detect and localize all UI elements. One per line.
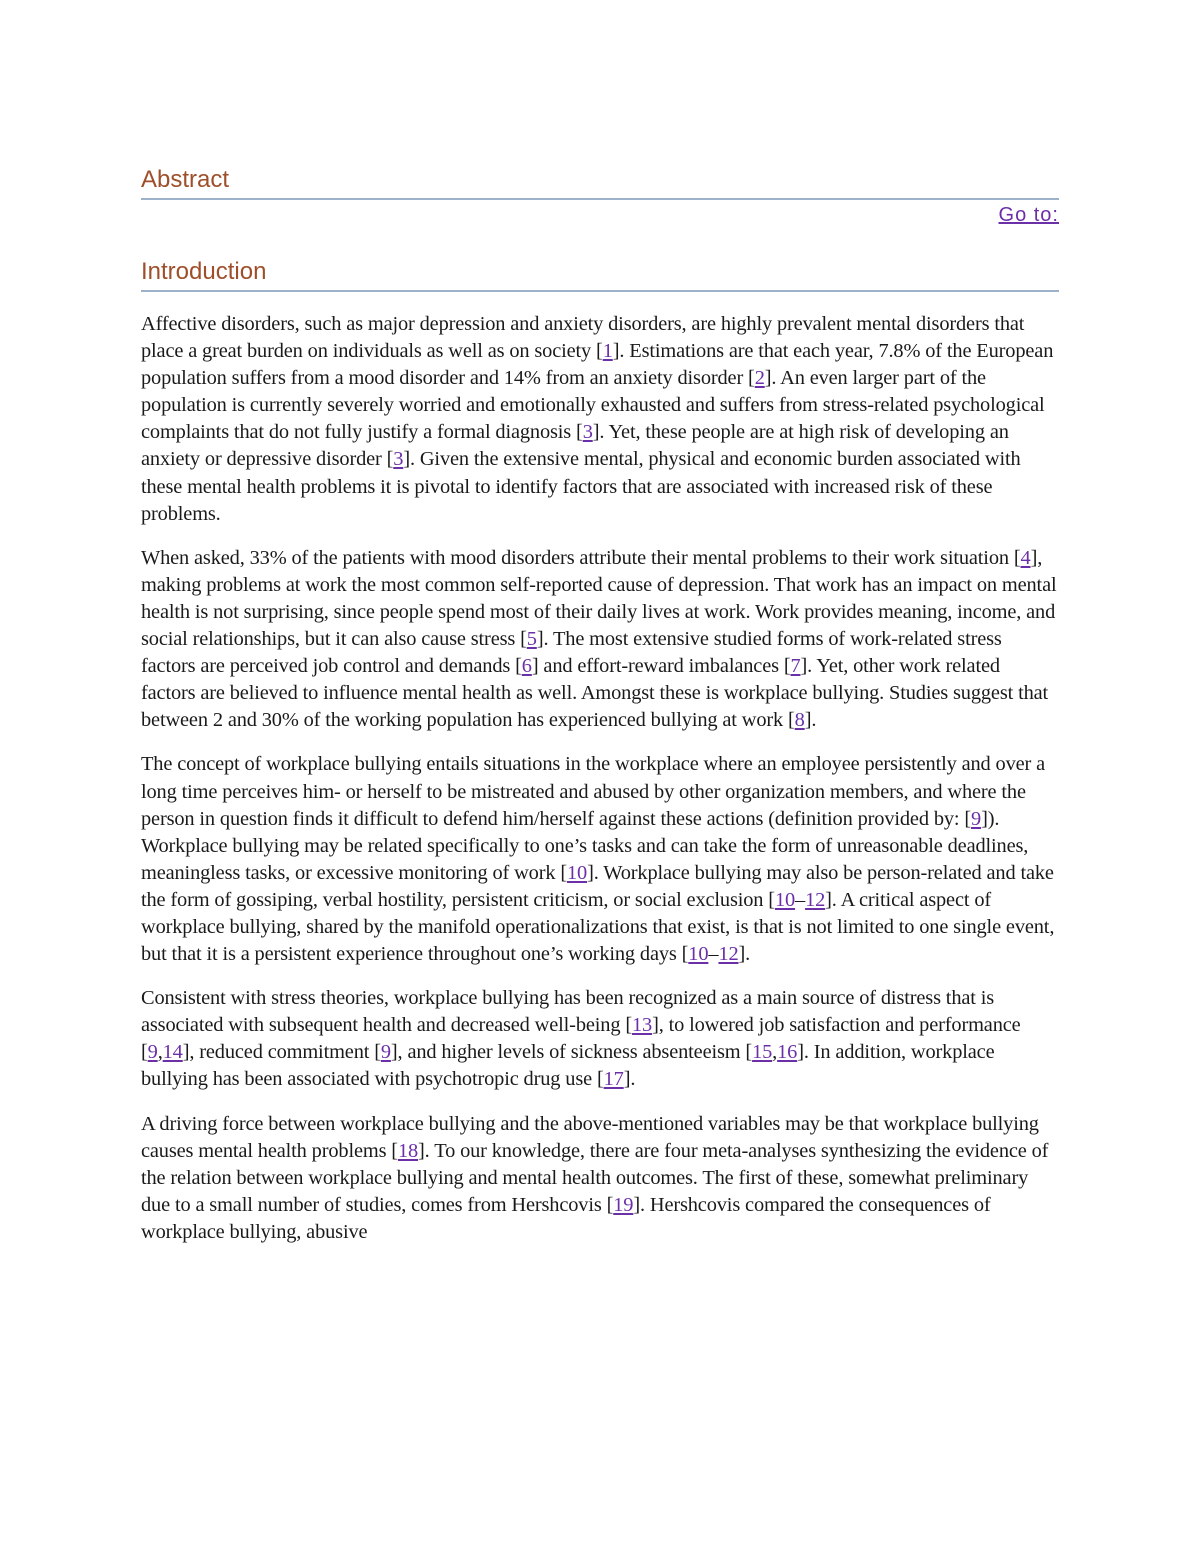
paragraph-text: ]. To our knowledge, there are four meta-analyses synthesizing the evidence of the relation between workplace bullying and mental health outcomes. The first of these, somewhat preliminary due to a small number of studies, comes from Hershcovis [ (141, 1139, 1049, 1216)
paragraph-text: – (795, 888, 806, 911)
reference-link[interactable]: 7 (790, 655, 801, 678)
article-content (141, 164, 1059, 1263)
paragraph-text: ]. Workplace bullying may also be person-related and take the form of gossiping, verbal hostility, persistent criticism, or social exclusion [ (141, 861, 1054, 911)
paragraph-text: The concept of workplace bullying entails situations in the workplace where an employee persistently and over a long time perceives him- or herself to be mistreated and abused by other organization members, and where the person in question finds it difficult to defend him/herself against these actions (definition provided by: [ (141, 753, 1046, 830)
paragraph-text: ]. In addition, workplace bullying has been associated with psychotropic drug use [ (141, 1041, 995, 1091)
paragraph-text: ]. Given the extensive mental, physical and economic burden associated with these mental health problems it is pivotal to identify factors that are associated with increased risk of these problems. (141, 448, 1021, 525)
abstract-heading: Abstract (141, 164, 1059, 200)
introduction-heading: Introduction (141, 256, 1059, 292)
reference-link[interactable]: 10 (566, 861, 588, 884)
paragraph-text: , (772, 1041, 778, 1064)
paragraph-text: ], reduced commitment [ (182, 1041, 381, 1064)
paragraph-text: ]. An even larger part of the population is currently severely worried and emotionally exhausted and suffers from stress-related psychological complaints that do not fully justify a formal diagnosis [ (141, 367, 1045, 444)
reference-link[interactable]: 1 (602, 340, 613, 363)
paragraph-text: ]. The most extensive studied forms of work-related stress factors are perceived job control and demands [ (141, 628, 1002, 678)
paragraph-text: – (708, 943, 719, 966)
goto-row (141, 200, 1059, 242)
paragraph-text: A driving force between workplace bullying and the above-mentioned variables may be that workplace bullying causes mental health problems [ (141, 1112, 1039, 1162)
reference-link[interactable]: 14 (162, 1041, 183, 1064)
reference-link[interactable]: 12 (718, 943, 739, 966)
reference-link[interactable]: 8 (794, 709, 805, 732)
paragraph-text: ]. (738, 943, 751, 966)
reference-link[interactable]: 10 (688, 943, 709, 966)
paragraph-text: Affective disorders, such as major depression and anxiety disorders, are highly prevalent mental disorders that place a great burden on individuals as well as on society [ (141, 313, 1025, 363)
paragraph-text: ]. (623, 1068, 636, 1091)
reference-link[interactable]: 13 (631, 1014, 653, 1037)
reference-link[interactable]: 19 (613, 1193, 634, 1216)
reference-link[interactable]: 9 (380, 1041, 391, 1064)
paragraph (141, 985, 1059, 1093)
paragraph-text: When asked, 33% of the patients with mood disorders attribute their mental problems to their work situation [ (141, 546, 1021, 569)
reference-link[interactable]: 3 (393, 448, 404, 471)
paragraph-text: ]. Yet, other work related factors are believed to influence mental health as well. Amongst these is workplace bullying. Studies suggest that between 2 and 30% of the working population has experienced bullying at work [ (141, 655, 1049, 732)
reference-link[interactable]: 2 (754, 367, 765, 390)
paragraph (141, 1111, 1059, 1246)
reference-link[interactable]: 5 (526, 628, 537, 651)
reference-link[interactable]: 9 (971, 807, 982, 830)
paragraph-text: ]. Hershcovis compared the consequences of workplace bullying, abusive (141, 1193, 991, 1243)
reference-link[interactable]: 10 (774, 888, 796, 911)
reference-link[interactable]: 12 (805, 888, 826, 911)
paragraph-text: ]. Yet, these people are at high risk of developing an anxiety or depressive disorder [ (141, 421, 1009, 471)
paragraph-text: ]. Estimations are that each year, 7.8% of the European population suffers from a mood disorder and 14% from an anxiety disorder [ (141, 340, 1054, 390)
reference-link[interactable]: 18 (397, 1139, 419, 1162)
paragraph-text: , (157, 1041, 163, 1064)
paragraph-text: ], and higher levels of sickness absenteeism [ (390, 1041, 753, 1064)
paragraph (141, 545, 1059, 735)
paragraph-text: ] and effort-reward imbalances [ (531, 655, 791, 678)
paragraph-text: ]. A critical aspect of workplace bullying, shared by the manifold operationalizations that exist, is that is not limited to one single event, but that it is a persistent experience throughout one’s working days [ (141, 888, 1055, 966)
reference-link[interactable]: 9 (147, 1041, 158, 1064)
paragraph-text: ], to lowered job satisfaction and performance [ (141, 1014, 1021, 1064)
paragraph (141, 751, 1059, 968)
paragraph-text: Consistent with stress theories, workplace bullying has been recognized as a main source of distress that is associated with subsequent health and decreased well-being [ (141, 987, 995, 1037)
paragraph-text: ]. (804, 709, 817, 732)
reference-link[interactable]: 16 (777, 1041, 798, 1064)
introduction-body (141, 311, 1059, 1246)
goto-link[interactable]: Go to: (998, 204, 1059, 226)
reference-link[interactable]: 4 (1020, 546, 1031, 569)
reference-link[interactable]: 6 (521, 655, 532, 678)
paragraph-text: ], making problems at work the most common self-reported cause of depression. That work has an impact on mental health is not surprising, since people spend most of their daily lives at work. Work provides meaning, income, and social relationships, but it can also cause stress [ (141, 546, 1057, 651)
reference-link[interactable]: 15 (752, 1041, 773, 1064)
reference-link[interactable]: 17 (603, 1068, 624, 1091)
paragraph-text: ]). Workplace bullying may be related specifically to one’s tasks and can take the form of unreasonable deadlines, meaningless tasks, or excessive monitoring of work [ (141, 807, 1029, 884)
paragraph (141, 311, 1059, 528)
reference-link[interactable]: 3 (582, 421, 593, 444)
